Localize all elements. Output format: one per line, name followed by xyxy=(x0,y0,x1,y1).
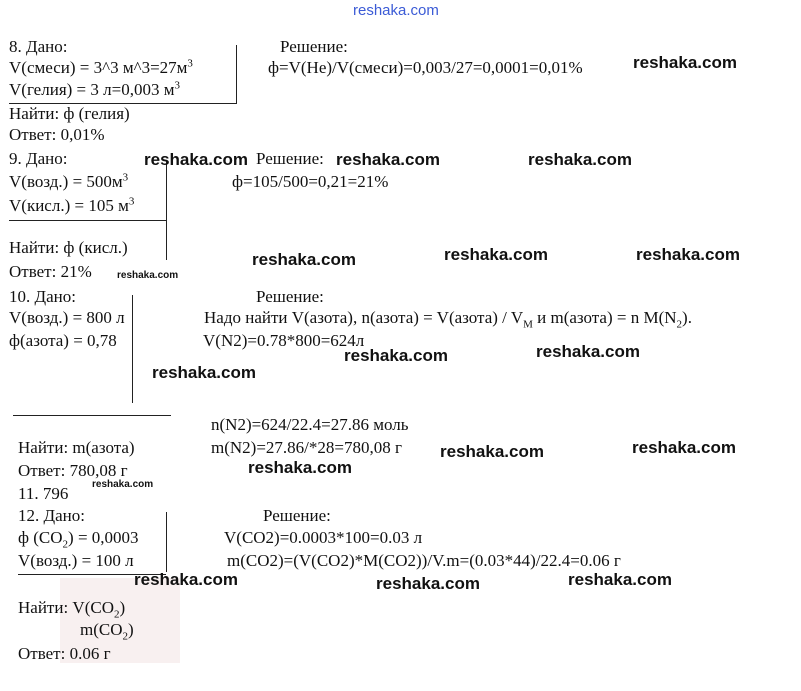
p12-step-mass: m(CO2)=(V(CO2)*M(CO2))/V.m=(0.03*44)/22.4=0.06 г xyxy=(227,551,621,570)
p12-v-air: V(возд.) = 100 л xyxy=(18,551,134,570)
p10-given-label: 10. Дано: xyxy=(9,287,76,306)
p10-answer: Ответ: 780,08 г xyxy=(18,461,128,480)
watermark: reshaka.com xyxy=(444,245,548,264)
p12-phi-co2: ф $(CO_2) = 0,0003$ xyxy=(18,528,139,551)
p10-step-volume: V(N2)=0.78*800=624л xyxy=(203,331,365,350)
watermark: reshaka.com xyxy=(440,442,544,461)
p9-given-label: 9. Дано: xyxy=(9,149,68,168)
p9-v-oxygen: V(кисл.) = 105 $м^3$ xyxy=(9,195,135,215)
p9-solution-label: Решение: xyxy=(256,149,324,168)
p9-divider-vertical xyxy=(166,160,167,260)
p8-answer: Ответ: 0,01% xyxy=(9,125,105,144)
p12-divider-vertical xyxy=(166,512,167,572)
p8-solution-label: Решение: xyxy=(280,37,348,56)
site-header-link[interactable]: reshaka.com xyxy=(353,2,439,19)
watermark: reshaka.com xyxy=(252,250,356,269)
p9-find: Найти: ф (кисл.) xyxy=(9,238,128,257)
p10-phi-nitrogen: ф(азота) = 0,78 xyxy=(9,331,117,350)
watermark: reshaka.com xyxy=(633,53,737,72)
p12-find: Найти: $V(CO_2)$ xyxy=(18,598,126,621)
p9-divider-horizontal xyxy=(9,220,167,221)
watermark: reshaka.com xyxy=(344,346,448,365)
p8-divider-vertical xyxy=(236,45,237,103)
p8-given-label: 8. Дано: xyxy=(9,37,68,56)
watermark: reshaka.com xyxy=(336,150,440,169)
p9-v-air: V(возд.) = $500м^3$ xyxy=(9,171,129,191)
p12-find-mass: $m(CO_2)$ xyxy=(80,620,134,643)
p12-solution-label: Решение: xyxy=(263,506,331,525)
p9-answer: Ответ: 21% xyxy=(9,262,92,281)
p8-find: Найти: ф (гелия) xyxy=(9,104,130,123)
watermark: reshaka.com xyxy=(636,245,740,264)
p9-solution: ф=105/500=0,21=21% xyxy=(232,172,389,191)
p10-step-moles: n(N2)=624/22.4=27.86 моль xyxy=(211,415,409,434)
p8-v-helium: V(гелия) = 3 л=0,003 $м^3$ xyxy=(9,79,180,99)
p10-find: Найти: m(азота) xyxy=(18,438,135,457)
watermark: reshaka.com xyxy=(376,574,480,593)
p10-step-mass: m(N2)=27.86/*28=780,08 г xyxy=(211,438,402,457)
watermark-small: reshaka.com xyxy=(117,270,179,281)
watermark: reshaka.com xyxy=(568,570,672,589)
p10-plan: Надо найти V(азота), n(азота) = V(азота) / $V_M$ и m(азота) = n $M(N_2)$. xyxy=(204,308,692,331)
watermark: reshaka.com xyxy=(248,458,352,477)
watermark: reshaka.com xyxy=(152,363,256,382)
watermark-small: reshaka.com xyxy=(92,479,154,490)
p12-given-label: 12. Дано: xyxy=(18,506,85,525)
p10-divider-vertical xyxy=(132,295,133,403)
p11-answer: 11. 796 xyxy=(18,484,69,503)
p8-v-mix: V(смеси) = 3^3 $м\^{}3=27м^3$ xyxy=(9,57,193,77)
p10-divider-horizontal xyxy=(13,415,171,416)
watermark: reshaka.com xyxy=(528,150,632,169)
p10-v-air: V(возд.) = 800 л xyxy=(9,308,125,327)
p10-solution-label: Решение: xyxy=(256,287,324,306)
watermark: reshaka.com xyxy=(536,342,640,361)
watermark: reshaka.com xyxy=(134,570,238,589)
p12-step-volume: V(CO2)=0.0003*100=0.03 л xyxy=(224,528,423,547)
p8-solution: ф=V(He)/V(смеси)=0,003/27=0,0001=0,01% xyxy=(268,58,583,77)
p12-answer: Ответ: 0.06 г xyxy=(18,644,111,663)
watermark: reshaka.com xyxy=(144,150,248,169)
watermark: reshaka.com xyxy=(632,438,736,457)
